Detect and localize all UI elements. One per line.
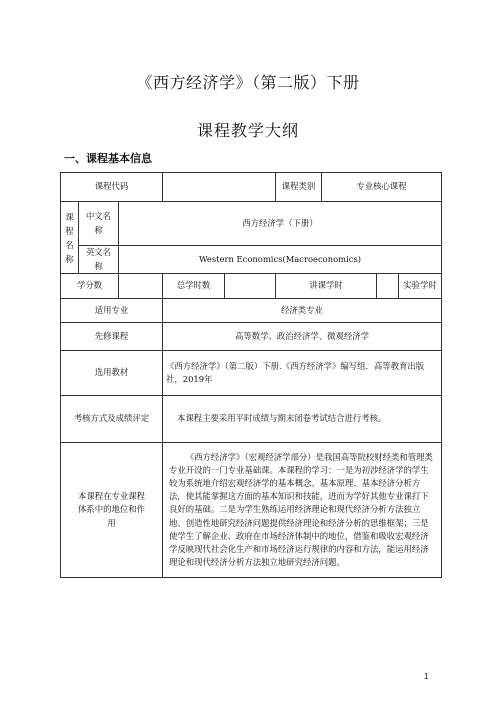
assessment-value: 本课程主要采用平时成绩与期末闭卷考试结合进行考核。: [163, 396, 442, 443]
lecture-hours-value: [377, 274, 399, 299]
textbook-value: 《西方经济学》（第二版）下册.《西方经济学》编写组．高等教育出版社，2019年: [163, 351, 442, 396]
en-name-value: Western Economics(Macroeconomics): [119, 246, 442, 274]
lab-hours-label: 实验学时: [399, 274, 442, 299]
row-cn-name: [61, 202, 442, 246]
row-textbook: [61, 351, 442, 396]
row-hours: [61, 274, 442, 299]
textbook-label: 选用教材: [61, 351, 163, 396]
course-code-value: [163, 173, 276, 202]
course-name-group-text: 课程名称: [65, 211, 74, 264]
cn-name-value: 西方经济学（下册）: [119, 202, 442, 246]
row-role: [61, 443, 442, 578]
course-name-group-label: [61, 202, 79, 274]
course-info-table: [60, 172, 442, 578]
course-code-label: 课程代码: [61, 173, 163, 202]
page-number: 1: [424, 672, 429, 681]
course-type-label: 课程类别: [276, 173, 322, 202]
document-title: 《西方经济学》（第二版）下册: [136, 73, 360, 92]
credits-value: [119, 274, 163, 299]
prereq-value: 高等数学、政治经济学、微观经济学: [163, 323, 442, 351]
row-course-code: [61, 173, 442, 202]
credits-label: 学分数: [61, 274, 119, 299]
total-hours-value: [225, 274, 276, 299]
role-label: 本课程在专业课程体系中的地位和作用: [61, 443, 163, 578]
major-value: 经济类专业: [163, 299, 442, 323]
document-subtitle: 课程教学大纲: [196, 121, 299, 140]
row-major: [61, 299, 442, 323]
total-hours-label: 总学时数: [163, 274, 225, 299]
assessment-label: 考核方式及成绩评定: [61, 396, 163, 443]
lecture-hours-label: 讲课学时: [276, 274, 377, 299]
cn-name-label: 中文名称: [79, 202, 119, 246]
row-en-name: [61, 246, 442, 274]
section-heading: 一、课程基本信息: [64, 152, 152, 165]
en-name-label: 英文名称: [79, 246, 119, 274]
row-prereq: [61, 323, 442, 351]
major-label: 适用专业: [61, 299, 163, 323]
course-type-value: 专业核心课程: [322, 173, 442, 202]
row-assessment: [61, 396, 442, 443]
role-value: 《西方经济学》（宏观经济学部分）是我国高等院校财经类和管理类专业开设的一门专业基础课。本课程的学习：一是为初涉经济学的学生较为系统地介绍宏观经济学的基本概念、基本原理、基本经济分析方法，使其能掌握这方面的基本知识和技能，进而为学好其他专业课打下良好的基础。二是为学生熟练运用经济理论和现代经济分析方法独立地、创造性地研究经济问题提供经济理论和经济分析的思维框架；三是使学生了解企业、政府在市场经济体制中的地位，借鉴和吸收宏观经济学反映现代社会化生产和市场经济运行规律的内容和方法，能运用经济理论和现代经济分析方法独立地研究经济问题。: [163, 443, 442, 578]
prereq-label: 先修课程: [61, 323, 163, 351]
